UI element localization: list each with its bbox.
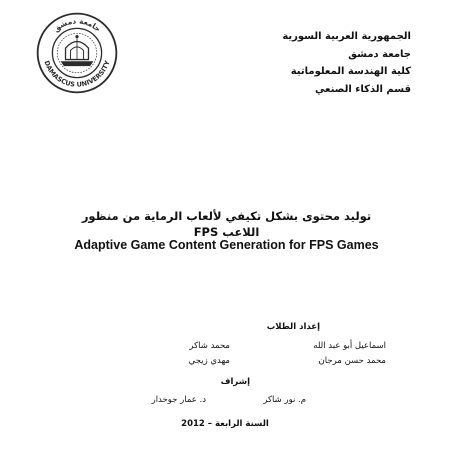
logo-arabic-text: جامعة دمشق <box>51 16 103 34</box>
english-title: Adaptive Game Content Generation for FPS Games <box>74 238 379 252</box>
header-line-department: قسم الذكاء الصنعي <box>314 83 411 95</box>
supervision-heading: إشراف <box>220 377 250 387</box>
supervisor-name-2: د. عمار جوخدار <box>151 395 206 405</box>
academic-year: السنة الرابعة – 2012 <box>181 419 269 429</box>
svg-text:جامعة دمشق <box>52 16 103 33</box>
header-line-faculty: كلية الهندسة المعلوماتية <box>290 66 411 77</box>
student-name-3: محمد حسن مرجان <box>318 356 386 366</box>
header-line-republic: الجمهورية العربية السورية <box>282 31 411 42</box>
arabic-title-line-2: اللاعب FPS <box>193 225 260 239</box>
arabic-title-line-1: توليد محتوى بشكل تكيفي لألعاب الرماية من منظور <box>81 209 372 223</box>
arabic-title <box>40 208 413 240</box>
institution-header <box>191 28 411 98</box>
university-logo <box>36 12 118 94</box>
student-name-4: مهدي زيجي <box>188 356 230 366</box>
header-line-university: جامعة دمشق <box>348 48 411 60</box>
supervisor-name-1: م. نور شاكر <box>263 395 306 405</box>
student-name-2: محمد شاكر <box>189 341 230 351</box>
student-name-1: اسماعيل أبو عبد الله <box>313 341 386 351</box>
students-heading: إعداد الطلاب <box>266 322 320 332</box>
logo-english-text: DAMASCUS UNIVERSITY <box>42 59 112 89</box>
